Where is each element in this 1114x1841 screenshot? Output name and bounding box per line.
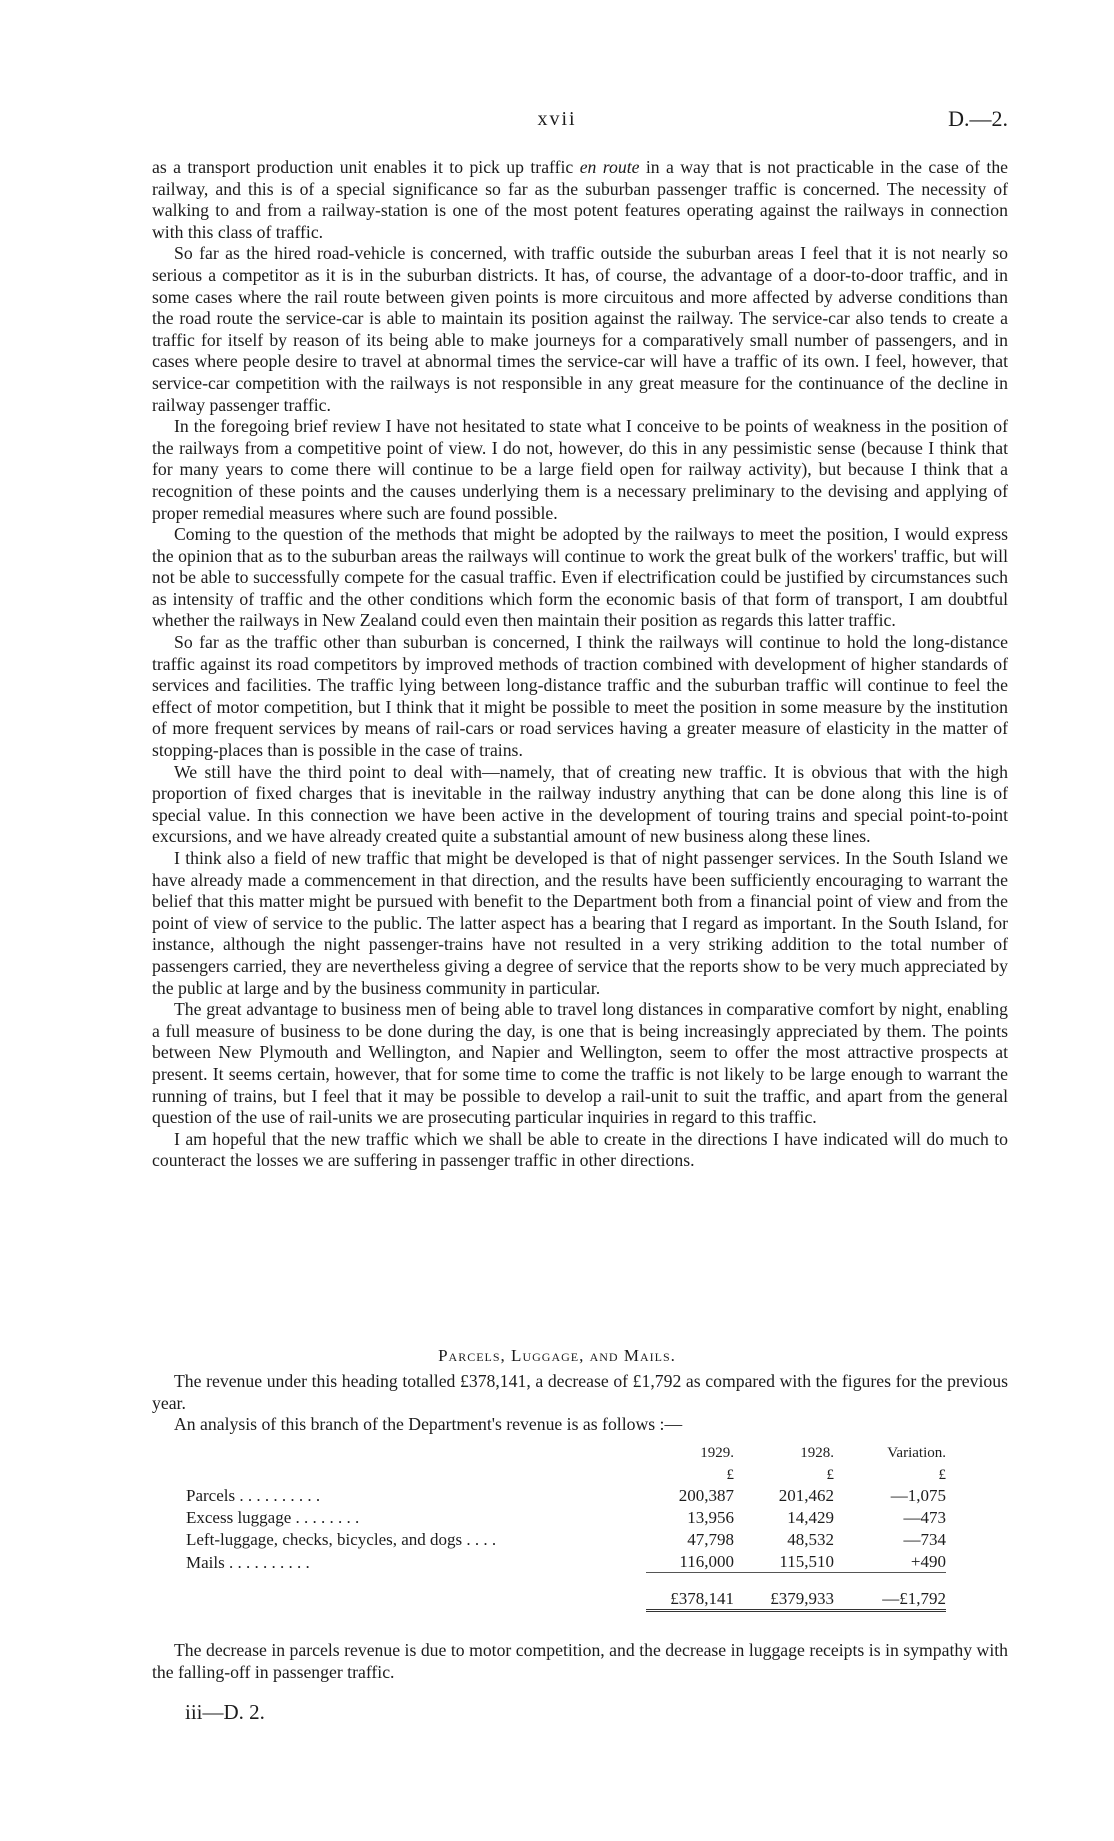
table-total-row (186, 1587, 946, 1611)
paragraph: So far as the traffic other than suburban is concerned, I think the railways will continue to hold the long-distance traffic against its road competitors by improved methods of traction combined with development of higher standards of services and facilities. The traffic lying between long-distance traffic and the suburban traffic will continue to feel the effect of motor competition, but I think that it might be possible to meet the position in some measure by the institution of more frequent services by means of rail-cars or road services having a greater measure of elasticity in the matter of stopping-places than is possible in the case of trains. (152, 632, 1008, 761)
value-1929: 116,000 (679, 1552, 734, 1571)
paragraph: as a transport production unit enables it to pick up traffic en route in a way that is not practicable in the case of the railway, and this is of a special significance so far as the suburban passenger traffic is concerned. The necessity of walking to and from a railway-station is one of the most potent features operating against the railways in connection with this class of traffic. (152, 157, 1009, 242)
total-1928: £379,933 (746, 1587, 846, 1611)
column-header: Variation. (887, 1445, 946, 1461)
row-label: Excess luggage . . . . . . . . (186, 1508, 360, 1527)
paragraph: I am hopeful that the new traffic which we shall be able to create in the directions I have indicated will do much to counteract the losses we are suffering in passenger traffic in other directions. (152, 1128, 1008, 1171)
paragraph: The great advantage to business men of being able to travel long distances in comparative comfort by night, enabling a full measure of business to be done during the day, is one that is being increasingly appreciated by them. The points between New Plymouth and Wellington, and Napier and Wellington, seem to offer the most attractive prospects at present. It seems certain, however, that for some time to come the traffic is not likely to be large enough to warrant the running of trains, but I feel that it may be possible to develop a rail-unit to suit the traffic, and apart from the general question of the use of rail-units we are prosecuting particular inquiries in regard to this traffic. (152, 999, 1008, 1128)
closing-paragraph (152, 1640, 1008, 1683)
value-1928: 201,462 (778, 1486, 834, 1505)
paragraph: So far as the hired road-vehicle is concerned, with traffic outside the suburban areas I feel that it is not nearly so serious a competitor as it is in the suburban districts. It has, of course, the advantage of a door-to-door traffic, and in some cases where the rail route between given points is more circuitous and more affected by adverse conditions than the road route the service-car is able to maintain its position against the railway. The service-car also tends to create a traffic for itself by reason of its being able to make journeys for a comparatively small number of passengers, and in cases where people desire to travel at abnormal times the service-car will have a traffic of its own. I feel, however, that service-car competition with the railways is not responsible in any great measure for the continuance of the decline in railway passenger traffic. (152, 243, 1008, 415)
paragraph: The decrease in parcels revenue is due to motor competition, and the decrease in luggage receipts is in sympathy with the falling-off in passenger traffic. (152, 1640, 1008, 1682)
paragraph: Coming to the question of the methods that might be adopted by the railways to meet the position, I would express the opinion that as to the suburban areas the railways will continue to work the great bulk of the workers' traffic, but will not be able to successfully compete for the casual traffic. Even if electrification could be justified by circumstances such as intensity of traffic and the other conditions which form the economic basis of that form of transport, I am doubtful whether the railways in New Zealand could even then maintain their position as regards this latter traffic. (152, 524, 1008, 631)
column-header: 1929. (700, 1445, 734, 1461)
section-intro (152, 1371, 1008, 1436)
table-row (186, 1550, 946, 1573)
section-heading: Parcels, Luggage, and Mails. (438, 1346, 676, 1365)
value-1928: 115,510 (779, 1552, 834, 1571)
body-text (152, 157, 1008, 1172)
table-units-row (186, 1462, 946, 1484)
paragraph: The revenue under this heading totalled £378,141, a decrease of £1,792 as compared with the figures for the previous year. (152, 1371, 1008, 1413)
column-header: 1928. (800, 1445, 834, 1461)
paragraph: In the foregoing brief review I have not hesitated to state what I conceive to be points of weakness in the position of the railways from a competitive point of view. I do not, however, do this in any pessimistic sense (because I think that for many years to come there will continue to be a large field open for railway activity), but because I think that a recognition of these points and the causes underlying them is a necessary preliminary to the devising and applying of proper remedial measures where such are found possible. (152, 416, 1008, 523)
total-1929: £378,141 (646, 1587, 746, 1611)
revenue-table (186, 1440, 946, 1612)
paragraph: We still have the third point to deal with—namely, that of creating new traffic. It is obvious that with the high proportion of fixed charges that is inevitable in the railway industry anything that can be done along this line is of special value. In this connection we have been active in the development of touring trains and special point-to-point excursions, and we have already created quite a substantial amount of new business along these lines. (152, 761, 1008, 847)
page-number: xvii (537, 108, 577, 130)
total-variation: —£1,792 (846, 1587, 946, 1611)
value-1929: 13,956 (687, 1508, 734, 1527)
table-row (186, 1506, 946, 1528)
value-1929: 200,387 (678, 1486, 734, 1505)
unit-label: £ (826, 1467, 834, 1483)
value-variation: —734 (903, 1530, 946, 1549)
value-1929: 47,798 (687, 1530, 734, 1549)
table-row (186, 1528, 946, 1550)
paragraph: An analysis of this branch of the Department's revenue is as follows :— (174, 1414, 683, 1435)
value-1928: 48,532 (787, 1530, 834, 1549)
value-variation: +490 (910, 1552, 946, 1571)
table-row (186, 1484, 946, 1506)
table-header-row (186, 1440, 946, 1462)
value-variation: —1,075 (890, 1486, 946, 1505)
document-reference: D.—2. (948, 106, 1008, 131)
paragraph: I think also a field of new traffic that might be developed is that of night passenger services. In the South Island we have already made a commencement in that direction, and the results have been sufficiently encouraging to warrant the belief that this matter might be pursued with benefit to the Department both from a financial point of view and from the point of view of service to the public. The latter aspect has a bearing that I regard as important. In the South Island, for instance, although the night passenger-trains have not resulted in a very striking addition to the total number of passengers carried, they are nevertheless giving a degree of service that the reports show to be very much appreciated by the public at large and by the business community in particular. (152, 848, 1008, 998)
unit-label: £ (726, 1467, 734, 1483)
footer-signature: iii—D. 2. (185, 1700, 265, 1724)
unit-label: £ (938, 1467, 946, 1483)
value-variation: —473 (903, 1508, 946, 1527)
row-label: Parcels . . . . . . . . . . (186, 1486, 321, 1505)
value-1928: 14,429 (787, 1508, 834, 1527)
row-label: Left-luggage, checks, bicycles, and dogs . . . . (186, 1530, 497, 1549)
row-label: Mails . . . . . . . . . . (186, 1552, 310, 1572)
